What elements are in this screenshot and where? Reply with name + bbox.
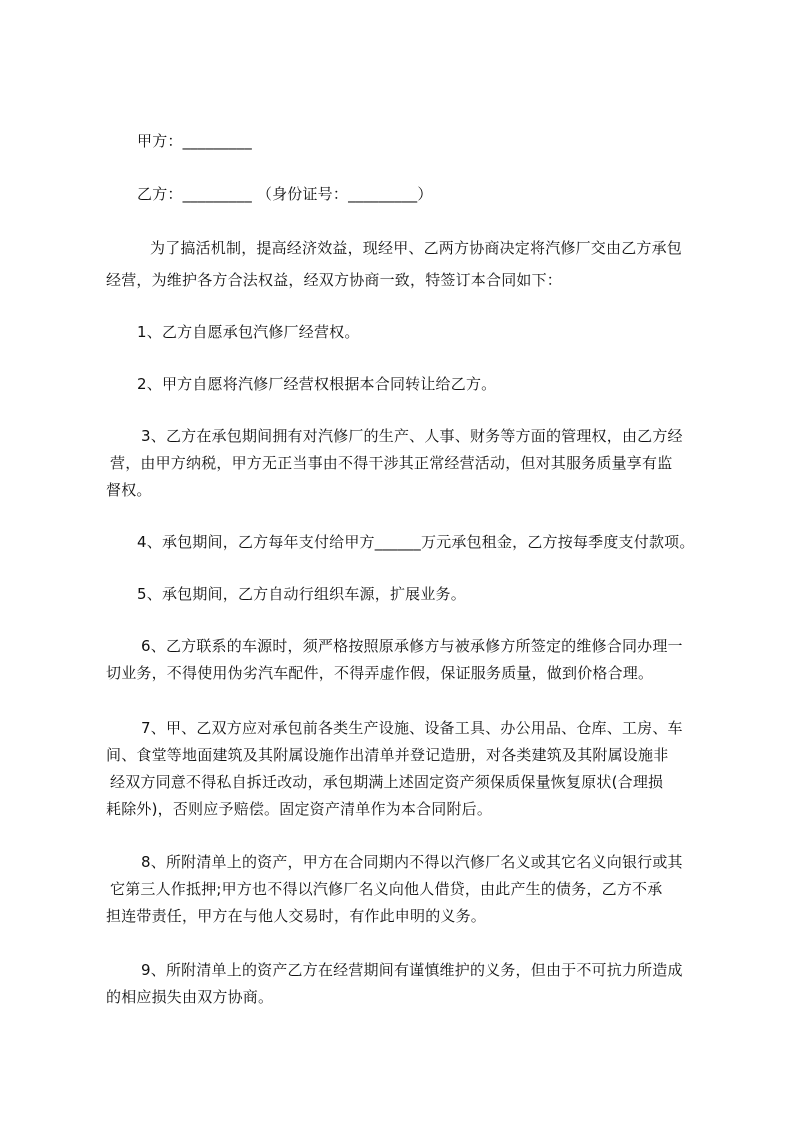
intro-line-1: 为了搞活机制，提高经济效益，现经甲、乙两方协商决定将汽修厂交由乙方承包 — [150, 239, 683, 257]
clause-8-line-2: 它第三人作抵押;甲方也不得以汽修厂名义向他人借贷，由此产生的债务，乙方不承 — [110, 880, 663, 898]
clause-7-line-4: 耗除外)，否则应予赔偿。固定资产清单作为本合同附后。 — [106, 800, 493, 818]
clause-2: 2、甲方自愿将汽修厂经营权根据本合同转让给乙方。 — [137, 375, 497, 393]
intro-line-2: 经营，为维护各方合法权益，经双方协商一致，特签订本合同如下： — [106, 271, 563, 289]
clause-3-line-2: 营，由甲方纳税，甲方无正当事由不得干涉其正常经营活动，但对其服务质量享有监 — [110, 454, 673, 472]
party-b-line: 乙方：_________ （身份证号：_________） — [137, 185, 433, 203]
clause-8-line-1: 8、所附清单上的资产，甲方在合同期内不得以汽修厂名义或其它名义向银行或其 — [141, 853, 683, 871]
clause-3-line-3: 督权。 — [106, 481, 152, 499]
clause-9-line-1: 9、所附清单上的资产乙方在经营期间有谨慎维护的义务，但由于不可抗力所造成 — [141, 961, 683, 979]
clause-5: 5、承包期间，乙方自动行组织车源，扩展业务。 — [137, 585, 466, 603]
clause-7-line-1: 7、甲、乙双方应对承包前各类生产设施、设备工具、办公用品、仓库、工房、车 — [141, 719, 683, 737]
clause-7-line-3: 经双方同意不得私自拆迁改动，承包期满上述固定资产须保质保量恢复原状(合理损 — [110, 773, 664, 791]
clause-1: 1、乙方自愿承包汽修厂经营权。 — [137, 323, 360, 341]
clause-4: 4、承包期间，乙方每年支付给甲方______万元承包租金，乙方按每季度支付款项。 — [137, 533, 695, 551]
clause-9-line-2: 的相应损失由双方协商。 — [106, 988, 274, 1006]
clause-3-line-1: 3、乙方在承包期间拥有对汽修厂的生产、人事、财务等方面的管理权，由乙方经 — [141, 427, 683, 445]
clause-6-line-2: 切业务，不得使用伪劣汽车配件，不得弄虚作假，保证服务质量，做到价格合理。 — [106, 664, 654, 682]
clause-8-line-3: 担连带责任，甲方在与他人交易时，有作此申明的义务。 — [106, 907, 487, 925]
clause-6-line-1: 6、乙方联系的车源时，须严格按照原承修方与被承修方所签定的维修合同办理一 — [141, 637, 683, 655]
party-a-line: 甲方：_________ — [137, 132, 252, 150]
clause-7-line-2: 间、食堂等地面建筑及其附属设施作出清单并登记造册，对各类建筑及其附属设施非 — [106, 746, 669, 764]
